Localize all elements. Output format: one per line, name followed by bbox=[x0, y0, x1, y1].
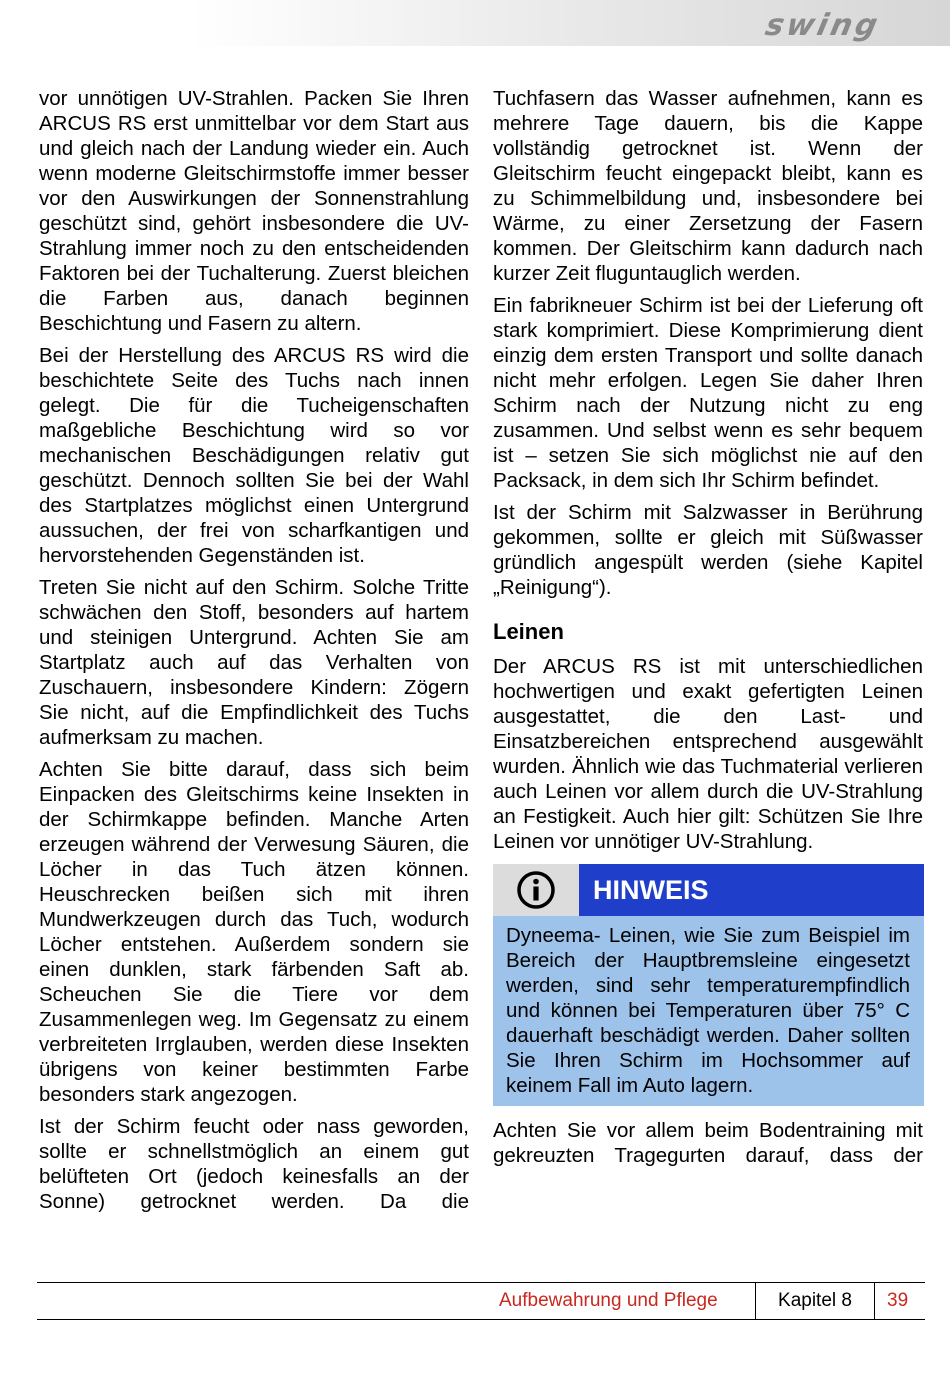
paragraph: Tuchfasern das Wasser aufnehmen, kann es mehrere Tage dauern, bis die Kappe vollständig getrocknet ist. Wenn der Gleitschirm feucht eingepackt bleibt, kann es zu Schimmelbildung und, insbesondere bei Wärme, zu einer Zersetzung der Fasern kommen. Der Gleitschirm kann dadurch nach kurzer Zeit fluguntauglich werden. bbox=[493, 87, 923, 285]
footer-chapter: Kapitel 8 bbox=[755, 1283, 875, 1319]
note-box bbox=[493, 864, 924, 1106]
paragraph: Der ARCUS RS ist mit unterschiedlichen hochwertigen und exakt gefertigten Leinen ausgestattet, die den Last- und Einsatzbereichen entsprechend ausgewählt wurden. Ähnlich wie das Tuchmaterial verlieren auch Leinen vor allem durch die UV-Strahlung an Festigkeit. Auch hier gilt: Schützen Sie Ihre Leinen vor unnötiger UV-Strahlung. bbox=[493, 655, 923, 853]
page-header bbox=[0, 0, 950, 46]
paragraph: vor unnötigen UV-Strahlen. Packen Sie Ihren ARCUS RS erst unmittelbar vor dem Start aus und gleich nach der Landung wieder ein. Auch wenn moderne Gleitschirmstoffe immer besser vor den Auswirkungen der Sonnenstrahlung geschützt sind, gehört insbesondere die UV-Strahlung immer noch zu den entscheidenden Faktoren bei der Tuchalterung. Zuerst bleichen die Farben aus, danach beginnen Beschichtung und Fasern zu altern. bbox=[39, 87, 469, 335]
paragraph: Achten Sie bitte darauf, dass sich beim Einpacken des Gleitschirms keine Insekten in der Schirmkappe befinden. Manche Arten erzeugen während der Verwesung Säuren, die Löcher in das Tuch ätzen können. Heuschrecken beißen sich mit ihren Mundwerkzeugen durch das Tuch, wodurch Löcher entstehen. Außerdem sondern sie einen dunklen, stark färbenden Saft ab. Scheuchen Sie die Tiere vor dem Zusammenlegen weg. Im Gegensatz zu einem verbreiteten Irrglauben, werden diese Insekten übrigens von keiner bestimmten Farbe besonders stark angezogen. bbox=[39, 758, 469, 1106]
section-heading: Leinen bbox=[493, 619, 564, 644]
swing-logo: swing bbox=[762, 8, 884, 43]
paragraph: Treten Sie nicht auf den Schirm. Solche Tritte schwächen den Stoff, besonders auf hartem und steinigen Untergrund. Achten Sie am Startplatz auch auf das Verhalten von Zuschauern, insbesondere Kindern: Zögern Sie nicht, auf die Empfindlichkeit des Tuchs aufmerksam zu machen. bbox=[39, 576, 469, 749]
note-title: HINWEIS bbox=[579, 864, 924, 916]
paragraph: Bei der Herstellung des ARCUS RS wird die beschichtete Seite des Tuchs nach innen gelegt. Die für die Tucheigenschaften maßgebliche Beschichtung wird so vor mechanischen Beschädigungen relativ gut geschützt. Dennoch sollten Sie bei der Wahl des Startplatzes möglichst einen Untergrund aussuchen, der frei von scharfkantigen und hervorstehenden Gegenständen ist. bbox=[39, 344, 469, 567]
note-header bbox=[493, 864, 924, 916]
paragraph: Ist der Schirm feucht oder nass geworden, sollte er schnellstmöglich an einem gut belüfteten Ort (jedoch keinesfalls an der Sonne) getrocknet werden. Da die bbox=[39, 1115, 469, 1213]
paragraph: Ist der Schirm mit Salzwasser in Berührung gekommen, sollte er gleich mit Süßwasser gründlich angespült werden (siehe Kapitel „Reinigung“). bbox=[493, 501, 923, 599]
footer-section-title: Aufbewahrung und Pflege bbox=[499, 1290, 718, 1311]
page-footer bbox=[37, 1283, 925, 1319]
page-number: 39 bbox=[887, 1290, 909, 1311]
info-icon bbox=[493, 864, 579, 916]
paragraph: Achten Sie vor allem beim Bodentraining mit gekreuzten Tragegurten darauf, dass der bbox=[493, 1119, 923, 1167]
footer-divider-bottom bbox=[37, 1319, 925, 1320]
note-body: Dyneema- Leinen, wie Sie zum Beispiel im Bereich der Hauptbremsleine eingesetzt werden, sind sehr temperaturempfindlich und können bei Temperaturen über 75° C dauerhaft beschädigt werden. Daher sollten Sie Ihren Schirm im Hochsommer auf keinem Fall im Auto lagern. bbox=[493, 916, 924, 1106]
paragraph: Ein fabrikneuer Schirm ist bei der Lieferung oft stark komprimiert. Diese Komprimierung dient einzig dem ersten Transport und sollte danach nicht mehr erfolgen. Legen Sie daher Ihren Schirm nach der Nutzung nicht zu eng zusammen. Und selbst wenn es sehr bequem ist – setzen Sie sich möglichst nie auf den Packsack, in dem sich Ihr Schirm befindet. bbox=[493, 294, 923, 492]
right-column bbox=[493, 86, 923, 1175]
left-column bbox=[39, 86, 469, 1221]
